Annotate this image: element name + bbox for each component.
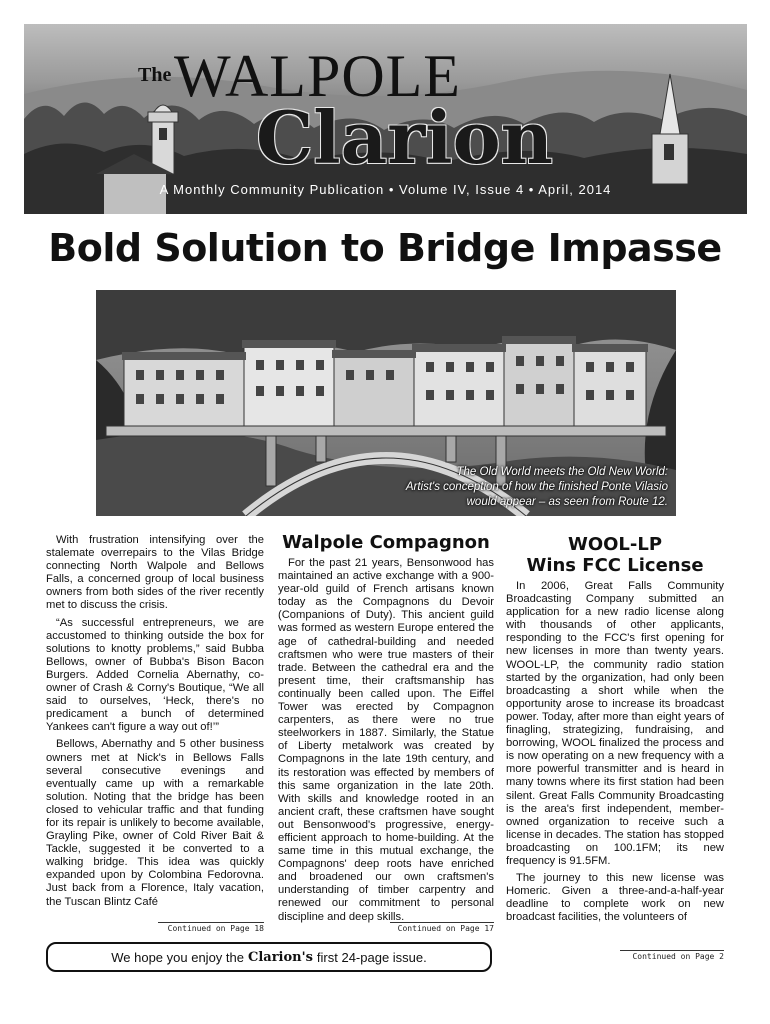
main-headline: Bold Solution to Bridge Impasse: [48, 226, 722, 270]
caption-line-1: The Old World meets the Old New World:: [456, 466, 668, 478]
banner-text-before: We hope you enjoy the: [111, 949, 244, 965]
caption-line-3: would appear – as seen from Route 12.: [466, 496, 668, 508]
compagnon-article-column: [278, 532, 494, 928]
article-paragraph: The journey to this new license was Homeric. Given a three-and-a-half-year deadline to complete work on new broadcast facilities, the volunteers of: [506, 872, 724, 924]
masthead: [24, 24, 747, 214]
banner-text-after: first 24-page issue.: [316, 949, 427, 965]
continued-link-page-18[interactable]: Continued on Page 18: [158, 922, 264, 933]
wool-title: [506, 534, 724, 576]
continued-link-page-2[interactable]: Continued on Page 2: [620, 950, 724, 961]
masthead-subtitle: A Monthly Community Publication • Volume IV, Issue 4 • April, 2014: [159, 182, 612, 197]
caption-line-2: Artist's conception of how the finished Ponte Vilasio: [405, 481, 668, 493]
wool-title-line-2: Wins FCC License: [526, 555, 704, 576]
article-paragraph: In 2006, Great Falls Community Broadcasting Company submitted an application for a new radio license along with thousands of other applicants, responding to the FCC's first opening for new licenses in more than twenty years. WOOL-LP, the community radio station started by the organization, had only been broadcasting a short while when the opportunity arose to increase its broadcast power. Today, after more than eight years of finagling, strategizing, fundraising, and borrowing, WOOL finalized the process and is now operating on a new frequency with a more powerful transmitter and is heard in many towns where its first station had been silent. Great Falls Community Broadcasting is the area's first independent, member-owned organization to receive such a license in decades. The station has stopped broadcasting on 100.1FM; its new frequency is 91.5FM.: [506, 580, 724, 867]
continued-link-page-17[interactable]: Continued on Page 17: [390, 922, 494, 933]
photo-caption: [368, 465, 668, 510]
compagnon-title: Walpole Compagnon: [282, 532, 490, 553]
article-paragraph: With frustration intensifying over the stalemate overrepairs to the Vilas Bridge connecting North Walpole and Bellows Falls, a concerned group of local business owners from both sides of the river recently met to discuss the crisis.: [46, 534, 264, 612]
article-paragraph: For the past 21 years, Bensonwood has maintained an active exchange with a 900-year-old guild of French artisans known today as the Compagnons du Devoir (Companions of Duty). This ancient guild was formed as western Europe entered the age of cathedral-building and needed craftsmen who were true masters of their trade. Between the cathedral era and the present time, their craftsmanship has continually been called upon. The Eiffel Tower was erected by Compagnon carpenters, as there were no true steelworkers in 1887. Similarly, the Statue of Liberty metalwork was created by Compagnons in the late 19th century, and its restoration was effected by members of this same organization in the late 20th. With skills and knowledge rooted in an ancient craft, these craftsmen have sought out Bensonwood's progressive, energy-efficient approach to home-building. At the same time in this mutual exchange, the Compagnons' deep roots have enriched and broadened our own craftsmen's understanding of timber carpentry and renewed our commitment to personal discipline and deep skills.: [278, 557, 494, 923]
bridge-photo: [96, 290, 676, 516]
masthead-walpole: WALPOLE: [174, 43, 461, 109]
article-paragraph: “As successful entrepreneurs, we are accustomed to thinking outside the box for solutions to knotty problems,” said Bubba Bellows, owner of Bubba's Bison Bacon Burgers. Added Cornelia Abernathy, co-owner of Crash & Corny's Boutique, “We all said to ourselves, ‘Heck, there's no predicament a bunch of determined Yankees can't figure a way out of!’”: [46, 616, 264, 734]
article-paragraph: Bellows, Abernathy and 5 other business owners met at Nick's in Bellows Falls several consecutive evenings and eventually came up with a remarkable solution. Noting that the bridge has been closed to vehicular traffic and that funding for its repair is unlikely to become available, Grayling Pike, owner of Cold River Bait & Tackle, suggested it be converted to a walking bridge. This idea was quickly expanded upon by Colombina Fedorovna. Just back from a Florence, Italy vacation, the Tuscan Blintz Café: [46, 738, 264, 908]
banner-brand: Clarion's: [247, 949, 313, 965]
masthead-the: The: [138, 64, 172, 86]
masthead-clarion: Clarion: [256, 95, 553, 180]
issue-banner: [46, 942, 492, 972]
wool-title-line-1: WOOL-LP: [567, 534, 663, 555]
bridge-article-column: [46, 534, 264, 913]
wool-article-column: [506, 534, 724, 928]
